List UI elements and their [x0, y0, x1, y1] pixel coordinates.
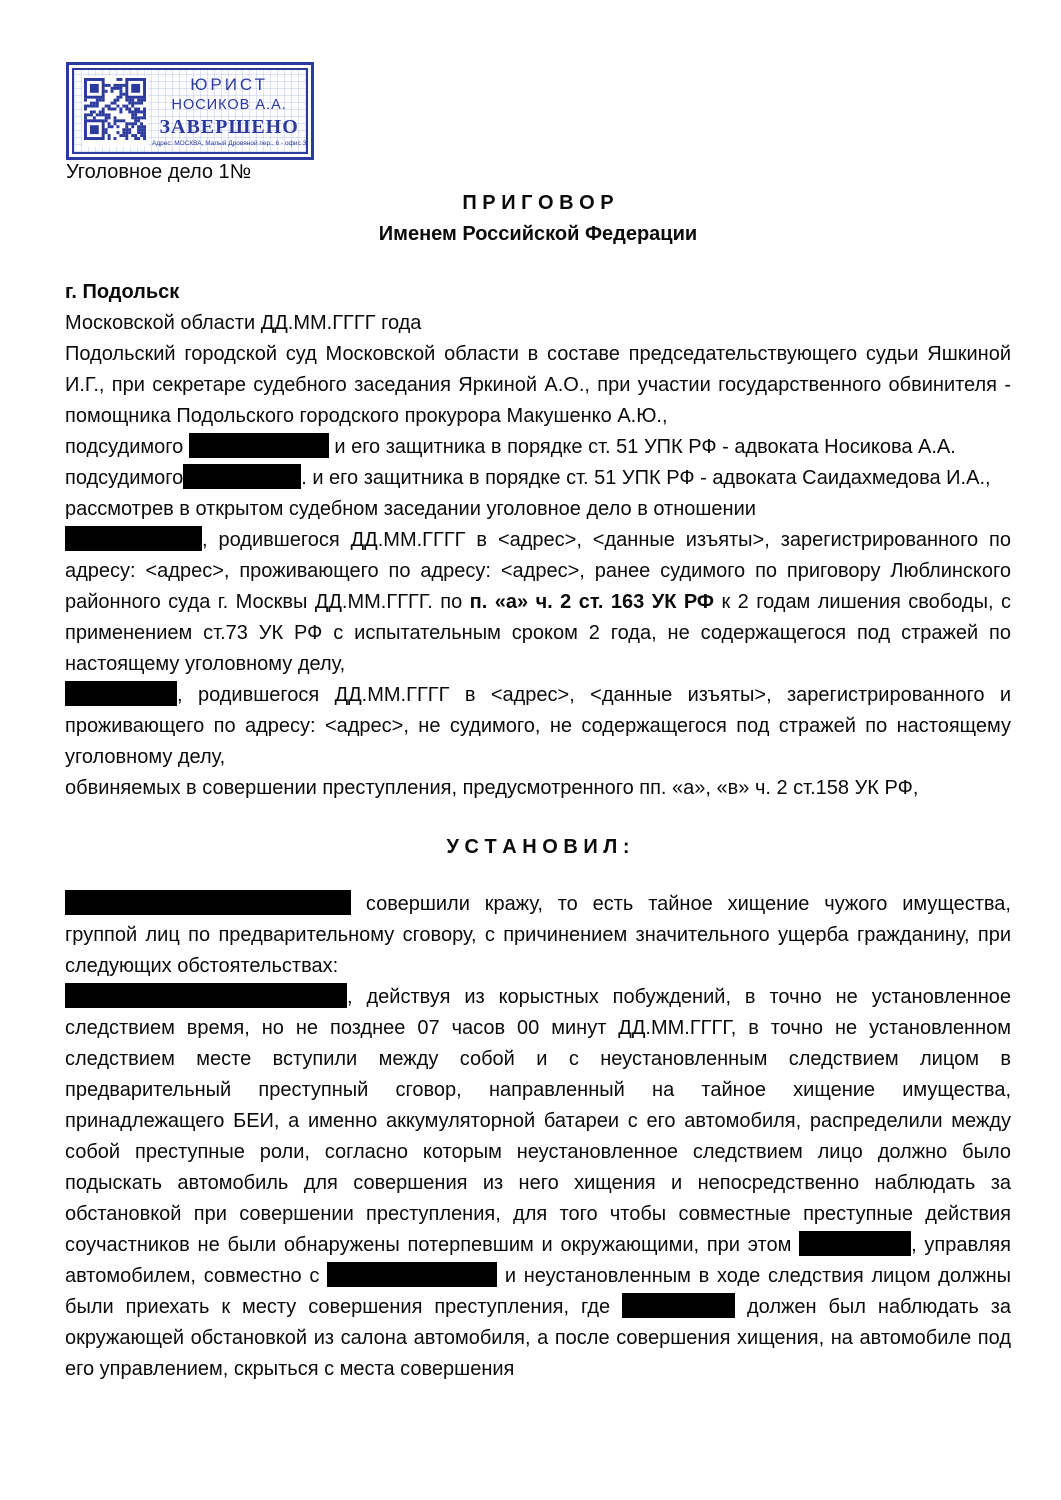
text-run: . и его защитника в порядке ст. 51 УПК РФ - адвоката Саидахмедова И.А.,: [301, 467, 991, 489]
text-run: рассмотрев в открытом судебном заседании уголовное дело в отношении: [65, 498, 756, 520]
text-run: подсудимого: [65, 467, 184, 489]
case-review-line: [65, 494, 1011, 525]
text-run: подсудимого: [65, 436, 189, 458]
date-line: [65, 308, 1011, 339]
text-run: совершили кражу, то есть тайное хищение чужого имущества, группой лиц по предварительному сговору, с причинением значительного ущерба гражданину, при следующих обстоятельствах:: [65, 893, 1011, 977]
document-body: [65, 188, 1011, 1385]
text-run: , родившегося ДД.ММ.ГГГГ в <адрес>, <данные изъяты>, зарегистрированного и проживающего по адресу: <адрес>, не судимого, не содержащегося под стражей по настоящему уголовному делу,: [65, 684, 1011, 768]
bold-text-run: г. Подольск: [65, 281, 180, 303]
qr-code-frame: [82, 76, 148, 147]
charge-line: [65, 773, 1011, 804]
bold-text-run: У С Т А Н О В И Л :: [446, 836, 630, 858]
redaction-bar: [65, 890, 351, 915]
court-composition: [65, 339, 1011, 432]
text-run: обвиняемых в совершении преступления, предусмотренного пп. «а», «в» ч. 2 ст.158 УК РФ,: [65, 777, 919, 799]
bold-text-run: П Р И Г О В О Р: [462, 192, 614, 214]
redaction-bar: [881, 1231, 911, 1256]
redaction-bar: [65, 681, 177, 706]
redaction-bar: [183, 464, 301, 489]
text-run: и неустановленным в ходе следствия лицом должны были приехать к месту совершения преступления, где: [65, 1265, 1011, 1318]
stamp-title: ЮРИСТ: [190, 74, 269, 94]
defendant2-details: [65, 680, 1011, 773]
qr-code-icon: [84, 78, 146, 140]
text-run: , действуя из корыстных побуждений, в точно не установленное следствием время, но не позднее 07 часов 00 минут ДД.ММ.ГГГГ, в точно не установленном следствием месте вступили между собой и с неустановленным следствием лицом в предварительный преступный сговор, направленный на тайное хищение имущества, принадлежащего БЕИ, а именно аккумуляторной батареи с его автомобиля, распределили между собой преступные роли, согласно которым неустановленное следствием лицо должно было подыскать автомобиль для совершения из него хищения и непосредственно наблюдать за обстановкой при совершении преступления, для того чтобы совместные преступные действия соучастников не были обнаружены потерпевшим и окружающими, при этом: [65, 986, 1011, 1256]
text-run: , управляя автомобилем, совместно с: [65, 1234, 1011, 1287]
doc-title: [65, 188, 1011, 219]
defendant1-line: [65, 432, 1011, 463]
redaction-bar: [799, 1231, 881, 1256]
stamp-text: [152, 75, 310, 148]
defendant2-line: [65, 463, 1011, 494]
text-run: к 2 годам лишения свободы, с применением ст.73 УК РФ с испытательным сроком 2 года, не содержащегося под стражей по настоящему уголовному делу,: [65, 591, 1011, 675]
stamp-status: ЗАВЕРШЕНО: [159, 115, 299, 138]
case-number: Уголовное дело 1№: [66, 161, 252, 183]
stamp-address: Адрес: МОСКВА, Малый Дровяной пер., 6 - офис 3: [152, 140, 307, 148]
stamp-lawyer-name: НОСИКОВ А.А.: [171, 96, 287, 113]
facts-paragraph: [65, 982, 1011, 1385]
text-run: Подольский городской суд Московской области в составе председательствующего судьи Яшкиной И.Г., при секретаре судебного заседания Яркиной А.О., при участии государственного обвинителя - помощника Подольского городского прокурора Макушенко А.Ю.,: [65, 343, 1011, 427]
redaction-bar: [65, 526, 202, 551]
text-run: Московской области ДД.ММ.ГГГГ года: [65, 312, 422, 334]
bold-text-run: Именем Российской Федерации: [378, 223, 698, 245]
lawyer-stamp: [66, 62, 314, 160]
bold-text-run: п. «а» ч. 2 ст. 163 УК РФ: [469, 591, 714, 613]
ustanovil-heading: [65, 832, 1011, 863]
redaction-bar: [622, 1293, 735, 1318]
lawyer-stamp-inner: [72, 68, 308, 154]
redaction-bar: [65, 983, 347, 1008]
redaction-bar: [327, 1262, 497, 1287]
text-run: должен был наблюдать за окружающей обстановкой из салона автомобиля, а после совершения хищения, на автомобиле под его управлением, скрыться с места совершения: [65, 1296, 1011, 1380]
text-run: , родившегося ДД.ММ.ГГГГ в <адрес>, <данные изъяты>, зарегистрированного по адресу: <адрес>, проживающего по адресу: <адрес>, ранее судимого по приговору Люблинского районного суда г. Москвы ДД.ММ.ГГГГ. по: [65, 529, 1011, 613]
redaction-bar: [189, 433, 329, 458]
place-line: [65, 277, 1011, 308]
defendant1-details: [65, 525, 1011, 680]
doc-subtitle: [65, 219, 1011, 250]
facts-intro: [65, 889, 1011, 982]
text-run: и его защитника в порядке ст. 51 УПК РФ - адвоката Носикова А.А.: [328, 436, 956, 458]
